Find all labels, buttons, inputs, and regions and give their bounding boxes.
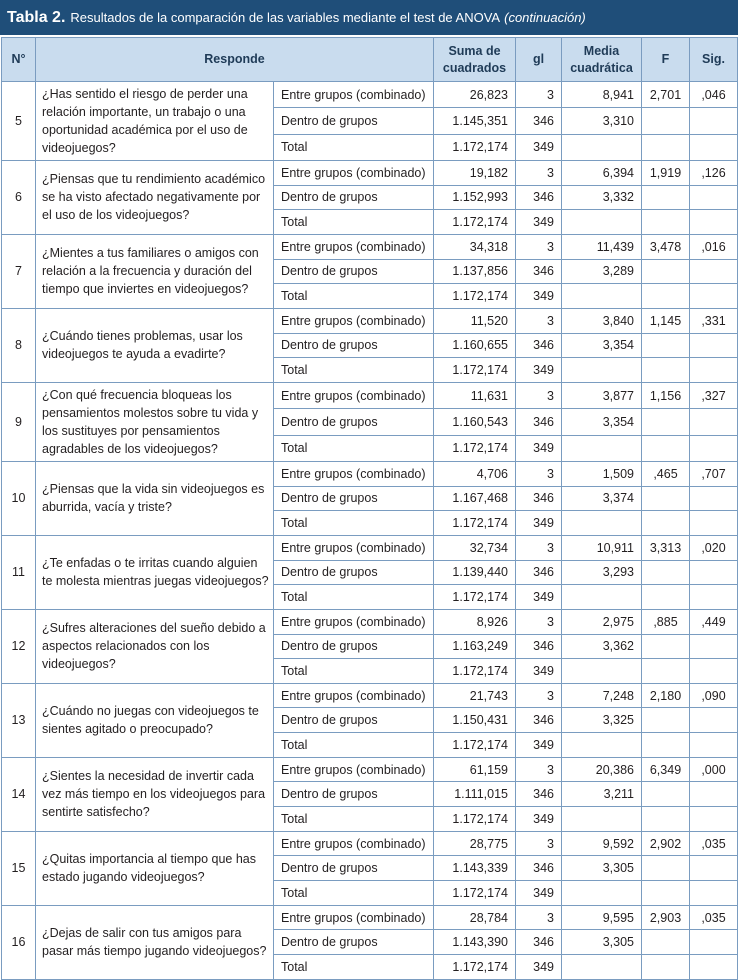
media-cuadratica: 3,840 bbox=[562, 308, 642, 333]
question-text: ¿Te enfadas o te irritas cuando alguien te molesta mientras juegas videojuegos? bbox=[36, 535, 274, 609]
grados-libertad: 346 bbox=[516, 560, 562, 585]
f-value-empty bbox=[642, 333, 690, 358]
source-entre-grupos: Entre grupos (combinado) bbox=[274, 161, 434, 186]
suma-cuadrados: 1.163,249 bbox=[434, 634, 516, 659]
question-text: ¿Has sentido el riesgo de perder una relación importante, un trabajo o una oportunidad académica por el uso de videojuegos? bbox=[36, 82, 274, 161]
sig-value-empty bbox=[690, 333, 738, 358]
source-dentro-grupos: Dentro de grupos bbox=[274, 634, 434, 659]
sig-value-empty bbox=[690, 659, 738, 684]
sig-value-empty bbox=[690, 708, 738, 733]
f-value: 3,313 bbox=[642, 535, 690, 560]
media-cuadratica: 9,595 bbox=[562, 905, 642, 930]
source-total: Total bbox=[274, 435, 434, 461]
suma-cuadrados: 1.167,468 bbox=[434, 486, 516, 511]
grados-libertad: 3 bbox=[516, 831, 562, 856]
source-total: Total bbox=[274, 134, 434, 160]
question-text: ¿Piensas que la vida sin videojuegos es aburrida, vacía y triste? bbox=[36, 461, 274, 535]
grados-libertad: 346 bbox=[516, 930, 562, 955]
table-row bbox=[2, 82, 738, 108]
f-value-empty bbox=[642, 560, 690, 585]
sig-value: ,331 bbox=[690, 308, 738, 333]
question-text: ¿Sientes la necesidad de invertir cada vez más tiempo en los videojuegos para sentirte satisfecho? bbox=[36, 757, 274, 831]
sig-value: ,126 bbox=[690, 161, 738, 186]
source-dentro-grupos: Dentro de grupos bbox=[274, 708, 434, 733]
f-value-empty bbox=[642, 210, 690, 235]
media-cuadratica-empty bbox=[562, 511, 642, 536]
table-row bbox=[2, 382, 738, 408]
f-value-empty bbox=[642, 659, 690, 684]
grados-libertad: 3 bbox=[516, 82, 562, 108]
sig-value: ,020 bbox=[690, 535, 738, 560]
item-number: 11 bbox=[2, 535, 36, 609]
sig-value-empty bbox=[690, 634, 738, 659]
header-n: N° bbox=[2, 38, 36, 82]
suma-cuadrados: 21,743 bbox=[434, 683, 516, 708]
media-cuadratica: 10,911 bbox=[562, 535, 642, 560]
f-value-empty bbox=[642, 634, 690, 659]
source-total: Total bbox=[274, 659, 434, 684]
suma-cuadrados: 1.172,174 bbox=[434, 284, 516, 309]
media-cuadratica: 3,325 bbox=[562, 708, 642, 733]
table-row bbox=[2, 905, 738, 930]
media-cuadratica: 3,211 bbox=[562, 782, 642, 807]
question-text: ¿Sufres alteraciones del sueño debido a aspectos relacionados con los videojuegos? bbox=[36, 609, 274, 683]
table-row bbox=[2, 161, 738, 186]
f-value-empty bbox=[642, 185, 690, 210]
table-row bbox=[2, 757, 738, 782]
f-value-empty bbox=[642, 409, 690, 435]
grados-libertad: 346 bbox=[516, 185, 562, 210]
sig-value-empty bbox=[690, 486, 738, 511]
source-dentro-grupos: Dentro de grupos bbox=[274, 782, 434, 807]
media-cuadratica: 8,941 bbox=[562, 82, 642, 108]
source-total: Total bbox=[274, 358, 434, 383]
media-cuadratica: 3,305 bbox=[562, 930, 642, 955]
f-value: 1,919 bbox=[642, 161, 690, 186]
suma-cuadrados: 1.160,543 bbox=[434, 409, 516, 435]
f-value: 3,478 bbox=[642, 234, 690, 259]
media-cuadratica-empty bbox=[562, 733, 642, 758]
f-value-empty bbox=[642, 511, 690, 536]
media-cuadratica: 6,394 bbox=[562, 161, 642, 186]
f-value: 1,145 bbox=[642, 308, 690, 333]
media-cuadratica-empty bbox=[562, 955, 642, 980]
item-number: 8 bbox=[2, 308, 36, 382]
sig-value-empty bbox=[690, 881, 738, 906]
item-number: 14 bbox=[2, 757, 36, 831]
media-cuadratica: 3,354 bbox=[562, 409, 642, 435]
table-row bbox=[2, 683, 738, 708]
question-text: ¿Mientes a tus familiares o amigos con relación a la frecuencia y duración del tiempo que inviertes en videojuegos? bbox=[36, 234, 274, 308]
f-value-empty bbox=[642, 881, 690, 906]
sig-value-empty bbox=[690, 807, 738, 832]
sig-value-empty bbox=[690, 185, 738, 210]
source-total: Total bbox=[274, 511, 434, 536]
f-value-empty bbox=[642, 108, 690, 134]
media-cuadratica: 11,439 bbox=[562, 234, 642, 259]
f-value: 2,701 bbox=[642, 82, 690, 108]
sig-value-empty bbox=[690, 511, 738, 536]
media-cuadratica-empty bbox=[562, 881, 642, 906]
grados-libertad: 349 bbox=[516, 659, 562, 684]
suma-cuadrados: 1.172,174 bbox=[434, 585, 516, 610]
f-value-empty bbox=[642, 284, 690, 309]
media-cuadratica: 1,509 bbox=[562, 461, 642, 486]
table-title bbox=[0, 0, 738, 35]
source-entre-grupos: Entre grupos (combinado) bbox=[274, 609, 434, 634]
question-text: ¿Dejas de salir con tus amigos para pasar más tiempo jugando videojuegos? bbox=[36, 905, 274, 979]
header-responde: Responde bbox=[36, 38, 434, 82]
grados-libertad: 3 bbox=[516, 234, 562, 259]
suma-cuadrados: 1.172,174 bbox=[434, 659, 516, 684]
f-value-empty bbox=[642, 259, 690, 284]
sig-value: ,707 bbox=[690, 461, 738, 486]
grados-libertad: 346 bbox=[516, 409, 562, 435]
f-value-empty bbox=[642, 708, 690, 733]
media-cuadratica: 3,310 bbox=[562, 108, 642, 134]
f-value-empty bbox=[642, 930, 690, 955]
f-value-empty bbox=[642, 782, 690, 807]
sig-value-empty bbox=[690, 134, 738, 160]
grados-libertad: 349 bbox=[516, 807, 562, 832]
grados-libertad: 349 bbox=[516, 881, 562, 906]
suma-cuadrados: 1.143,390 bbox=[434, 930, 516, 955]
grados-libertad: 3 bbox=[516, 535, 562, 560]
sig-value-empty bbox=[690, 585, 738, 610]
suma-cuadrados: 1.172,174 bbox=[434, 134, 516, 160]
question-text: ¿Quitas importancia al tiempo que has estado jugando videojuegos? bbox=[36, 831, 274, 905]
media-cuadratica-empty bbox=[562, 210, 642, 235]
source-entre-grupos: Entre grupos (combinado) bbox=[274, 308, 434, 333]
f-value-empty bbox=[642, 486, 690, 511]
media-cuadratica-empty bbox=[562, 358, 642, 383]
grados-libertad: 346 bbox=[516, 108, 562, 134]
suma-cuadrados: 1.172,174 bbox=[434, 955, 516, 980]
table-row bbox=[2, 831, 738, 856]
f-value: 6,349 bbox=[642, 757, 690, 782]
grados-libertad: 349 bbox=[516, 358, 562, 383]
f-value-empty bbox=[642, 134, 690, 160]
grados-libertad: 346 bbox=[516, 856, 562, 881]
grados-libertad: 346 bbox=[516, 333, 562, 358]
f-value-empty bbox=[642, 807, 690, 832]
grados-libertad: 349 bbox=[516, 585, 562, 610]
grados-libertad: 346 bbox=[516, 708, 562, 733]
table-row bbox=[2, 461, 738, 486]
item-number: 13 bbox=[2, 683, 36, 757]
media-cuadratica: 20,386 bbox=[562, 757, 642, 782]
grados-libertad: 3 bbox=[516, 161, 562, 186]
source-entre-grupos: Entre grupos (combinado) bbox=[274, 535, 434, 560]
sig-value-empty bbox=[690, 358, 738, 383]
media-cuadratica: 3,332 bbox=[562, 185, 642, 210]
question-text: ¿Cuándo no juegas con videojuegos te sientes agitado o preocupado? bbox=[36, 683, 274, 757]
source-dentro-grupos: Dentro de grupos bbox=[274, 185, 434, 210]
suma-cuadrados: 1.150,431 bbox=[434, 708, 516, 733]
suma-cuadrados: 8,926 bbox=[434, 609, 516, 634]
suma-cuadrados: 1.145,351 bbox=[434, 108, 516, 134]
source-total: Total bbox=[274, 210, 434, 235]
source-entre-grupos: Entre grupos (combinado) bbox=[274, 461, 434, 486]
sig-value: ,449 bbox=[690, 609, 738, 634]
grados-libertad: 3 bbox=[516, 757, 562, 782]
f-value-empty bbox=[642, 435, 690, 461]
grados-libertad: 3 bbox=[516, 461, 562, 486]
media-cuadratica: 3,354 bbox=[562, 333, 642, 358]
question-text: ¿Cuándo tienes problemas, usar los videojuegos te ayuda a evadirte? bbox=[36, 308, 274, 382]
source-entre-grupos: Entre grupos (combinado) bbox=[274, 831, 434, 856]
header-f: F bbox=[642, 38, 690, 82]
question-text: ¿Piensas que tu rendimiento académico se ha visto afectado negativamente por el uso de los videojuegos? bbox=[36, 161, 274, 235]
source-entre-grupos: Entre grupos (combinado) bbox=[274, 82, 434, 108]
suma-cuadrados: 11,631 bbox=[434, 382, 516, 408]
source-entre-grupos: Entre grupos (combinado) bbox=[274, 234, 434, 259]
sig-value-empty bbox=[690, 782, 738, 807]
grados-libertad: 346 bbox=[516, 634, 562, 659]
f-value-empty bbox=[642, 733, 690, 758]
media-cuadratica-empty bbox=[562, 659, 642, 684]
anova-table bbox=[1, 37, 738, 980]
grados-libertad: 349 bbox=[516, 210, 562, 235]
suma-cuadrados: 32,734 bbox=[434, 535, 516, 560]
f-value: ,885 bbox=[642, 609, 690, 634]
sig-value: ,016 bbox=[690, 234, 738, 259]
item-number: 10 bbox=[2, 461, 36, 535]
sig-value: ,090 bbox=[690, 683, 738, 708]
suma-cuadrados: 1.172,174 bbox=[434, 358, 516, 383]
media-cuadratica: 3,293 bbox=[562, 560, 642, 585]
suma-cuadrados: 28,775 bbox=[434, 831, 516, 856]
media-cuadratica: 3,877 bbox=[562, 382, 642, 408]
grados-libertad: 349 bbox=[516, 284, 562, 309]
grados-libertad: 3 bbox=[516, 609, 562, 634]
item-number: 16 bbox=[2, 905, 36, 979]
grados-libertad: 349 bbox=[516, 733, 562, 758]
table-header-row bbox=[2, 38, 738, 82]
media-cuadratica: 3,305 bbox=[562, 856, 642, 881]
source-total: Total bbox=[274, 284, 434, 309]
grados-libertad: 346 bbox=[516, 259, 562, 284]
grados-libertad: 3 bbox=[516, 683, 562, 708]
item-number: 7 bbox=[2, 234, 36, 308]
sig-value: ,046 bbox=[690, 82, 738, 108]
table-row bbox=[2, 234, 738, 259]
source-total: Total bbox=[274, 585, 434, 610]
sig-value-empty bbox=[690, 284, 738, 309]
sig-value: ,327 bbox=[690, 382, 738, 408]
suma-cuadrados: 1.160,655 bbox=[434, 333, 516, 358]
sig-value: ,035 bbox=[690, 905, 738, 930]
question-text: ¿Con qué frecuencia bloqueas los pensamientos molestos sobre tu vida y los sustituyes por pensamientos agradables de los videojuegos? bbox=[36, 382, 274, 461]
source-dentro-grupos: Dentro de grupos bbox=[274, 333, 434, 358]
table-title-label: Tabla 2. bbox=[7, 8, 66, 26]
suma-cuadrados: 61,159 bbox=[434, 757, 516, 782]
sig-value: ,035 bbox=[690, 831, 738, 856]
suma-cuadrados: 1.172,174 bbox=[434, 511, 516, 536]
suma-cuadrados: 1.139,440 bbox=[434, 560, 516, 585]
source-entre-grupos: Entre grupos (combinado) bbox=[274, 757, 434, 782]
suma-cuadrados: 1.111,015 bbox=[434, 782, 516, 807]
f-value-empty bbox=[642, 955, 690, 980]
media-cuadratica-empty bbox=[562, 284, 642, 309]
suma-cuadrados: 1.172,174 bbox=[434, 435, 516, 461]
suma-cuadrados: 1.152,993 bbox=[434, 185, 516, 210]
grados-libertad: 3 bbox=[516, 905, 562, 930]
suma-cuadrados: 1.137,856 bbox=[434, 259, 516, 284]
suma-cuadrados: 4,706 bbox=[434, 461, 516, 486]
table-row bbox=[2, 609, 738, 634]
item-number: 12 bbox=[2, 609, 36, 683]
suma-cuadrados: 11,520 bbox=[434, 308, 516, 333]
media-cuadratica: 3,289 bbox=[562, 259, 642, 284]
header-media: Media cuadrática bbox=[562, 38, 642, 82]
source-entre-grupos: Entre grupos (combinado) bbox=[274, 905, 434, 930]
suma-cuadrados: 34,318 bbox=[434, 234, 516, 259]
item-number: 15 bbox=[2, 831, 36, 905]
media-cuadratica: 2,975 bbox=[562, 609, 642, 634]
grados-libertad: 346 bbox=[516, 486, 562, 511]
sig-value-empty bbox=[690, 856, 738, 881]
media-cuadratica-empty bbox=[562, 134, 642, 160]
sig-value-empty bbox=[690, 560, 738, 585]
source-entre-grupos: Entre grupos (combinado) bbox=[274, 683, 434, 708]
sig-value-empty bbox=[690, 435, 738, 461]
sig-value-empty bbox=[690, 259, 738, 284]
table-title-continuation: (continuación) bbox=[504, 10, 586, 25]
f-value-empty bbox=[642, 585, 690, 610]
grados-libertad: 3 bbox=[516, 308, 562, 333]
media-cuadratica: 3,362 bbox=[562, 634, 642, 659]
f-value-empty bbox=[642, 856, 690, 881]
sig-value-empty bbox=[690, 955, 738, 980]
header-sig: Sig. bbox=[690, 38, 738, 82]
f-value: ,465 bbox=[642, 461, 690, 486]
source-dentro-grupos: Dentro de grupos bbox=[274, 856, 434, 881]
header-suma: Suma de cuadrados bbox=[434, 38, 516, 82]
f-value: 1,156 bbox=[642, 382, 690, 408]
source-total: Total bbox=[274, 881, 434, 906]
f-value-empty bbox=[642, 358, 690, 383]
source-dentro-grupos: Dentro de grupos bbox=[274, 486, 434, 511]
suma-cuadrados: 28,784 bbox=[434, 905, 516, 930]
sig-value-empty bbox=[690, 733, 738, 758]
grados-libertad: 349 bbox=[516, 955, 562, 980]
media-cuadratica: 7,248 bbox=[562, 683, 642, 708]
source-total: Total bbox=[274, 955, 434, 980]
sig-value-empty bbox=[690, 409, 738, 435]
suma-cuadrados: 26,823 bbox=[434, 82, 516, 108]
media-cuadratica: 3,374 bbox=[562, 486, 642, 511]
table-row bbox=[2, 308, 738, 333]
suma-cuadrados: 1.172,174 bbox=[434, 210, 516, 235]
grados-libertad: 346 bbox=[516, 782, 562, 807]
sig-value-empty bbox=[690, 930, 738, 955]
source-dentro-grupos: Dentro de grupos bbox=[274, 259, 434, 284]
grados-libertad: 349 bbox=[516, 511, 562, 536]
item-number: 9 bbox=[2, 382, 36, 461]
sig-value: ,000 bbox=[690, 757, 738, 782]
suma-cuadrados: 1.172,174 bbox=[434, 733, 516, 758]
source-dentro-grupos: Dentro de grupos bbox=[274, 409, 434, 435]
suma-cuadrados: 1.172,174 bbox=[434, 807, 516, 832]
grados-libertad: 3 bbox=[516, 382, 562, 408]
item-number: 5 bbox=[2, 82, 36, 161]
suma-cuadrados: 19,182 bbox=[434, 161, 516, 186]
suma-cuadrados: 1.143,339 bbox=[434, 856, 516, 881]
header-gl: gl bbox=[516, 38, 562, 82]
source-dentro-grupos: Dentro de grupos bbox=[274, 108, 434, 134]
table-row bbox=[2, 535, 738, 560]
source-entre-grupos: Entre grupos (combinado) bbox=[274, 382, 434, 408]
source-total: Total bbox=[274, 807, 434, 832]
media-cuadratica-empty bbox=[562, 807, 642, 832]
source-dentro-grupos: Dentro de grupos bbox=[274, 930, 434, 955]
f-value: 2,180 bbox=[642, 683, 690, 708]
sig-value-empty bbox=[690, 108, 738, 134]
media-cuadratica-empty bbox=[562, 585, 642, 610]
source-total: Total bbox=[274, 733, 434, 758]
item-number: 6 bbox=[2, 161, 36, 235]
media-cuadratica: 9,592 bbox=[562, 831, 642, 856]
suma-cuadrados: 1.172,174 bbox=[434, 881, 516, 906]
sig-value-empty bbox=[690, 210, 738, 235]
f-value: 2,902 bbox=[642, 831, 690, 856]
grados-libertad: 349 bbox=[516, 435, 562, 461]
media-cuadratica-empty bbox=[562, 435, 642, 461]
f-value: 2,903 bbox=[642, 905, 690, 930]
source-dentro-grupos: Dentro de grupos bbox=[274, 560, 434, 585]
grados-libertad: 349 bbox=[516, 134, 562, 160]
table-title-text: Resultados de la comparación de las variables mediante el test de ANOVA bbox=[70, 10, 501, 25]
